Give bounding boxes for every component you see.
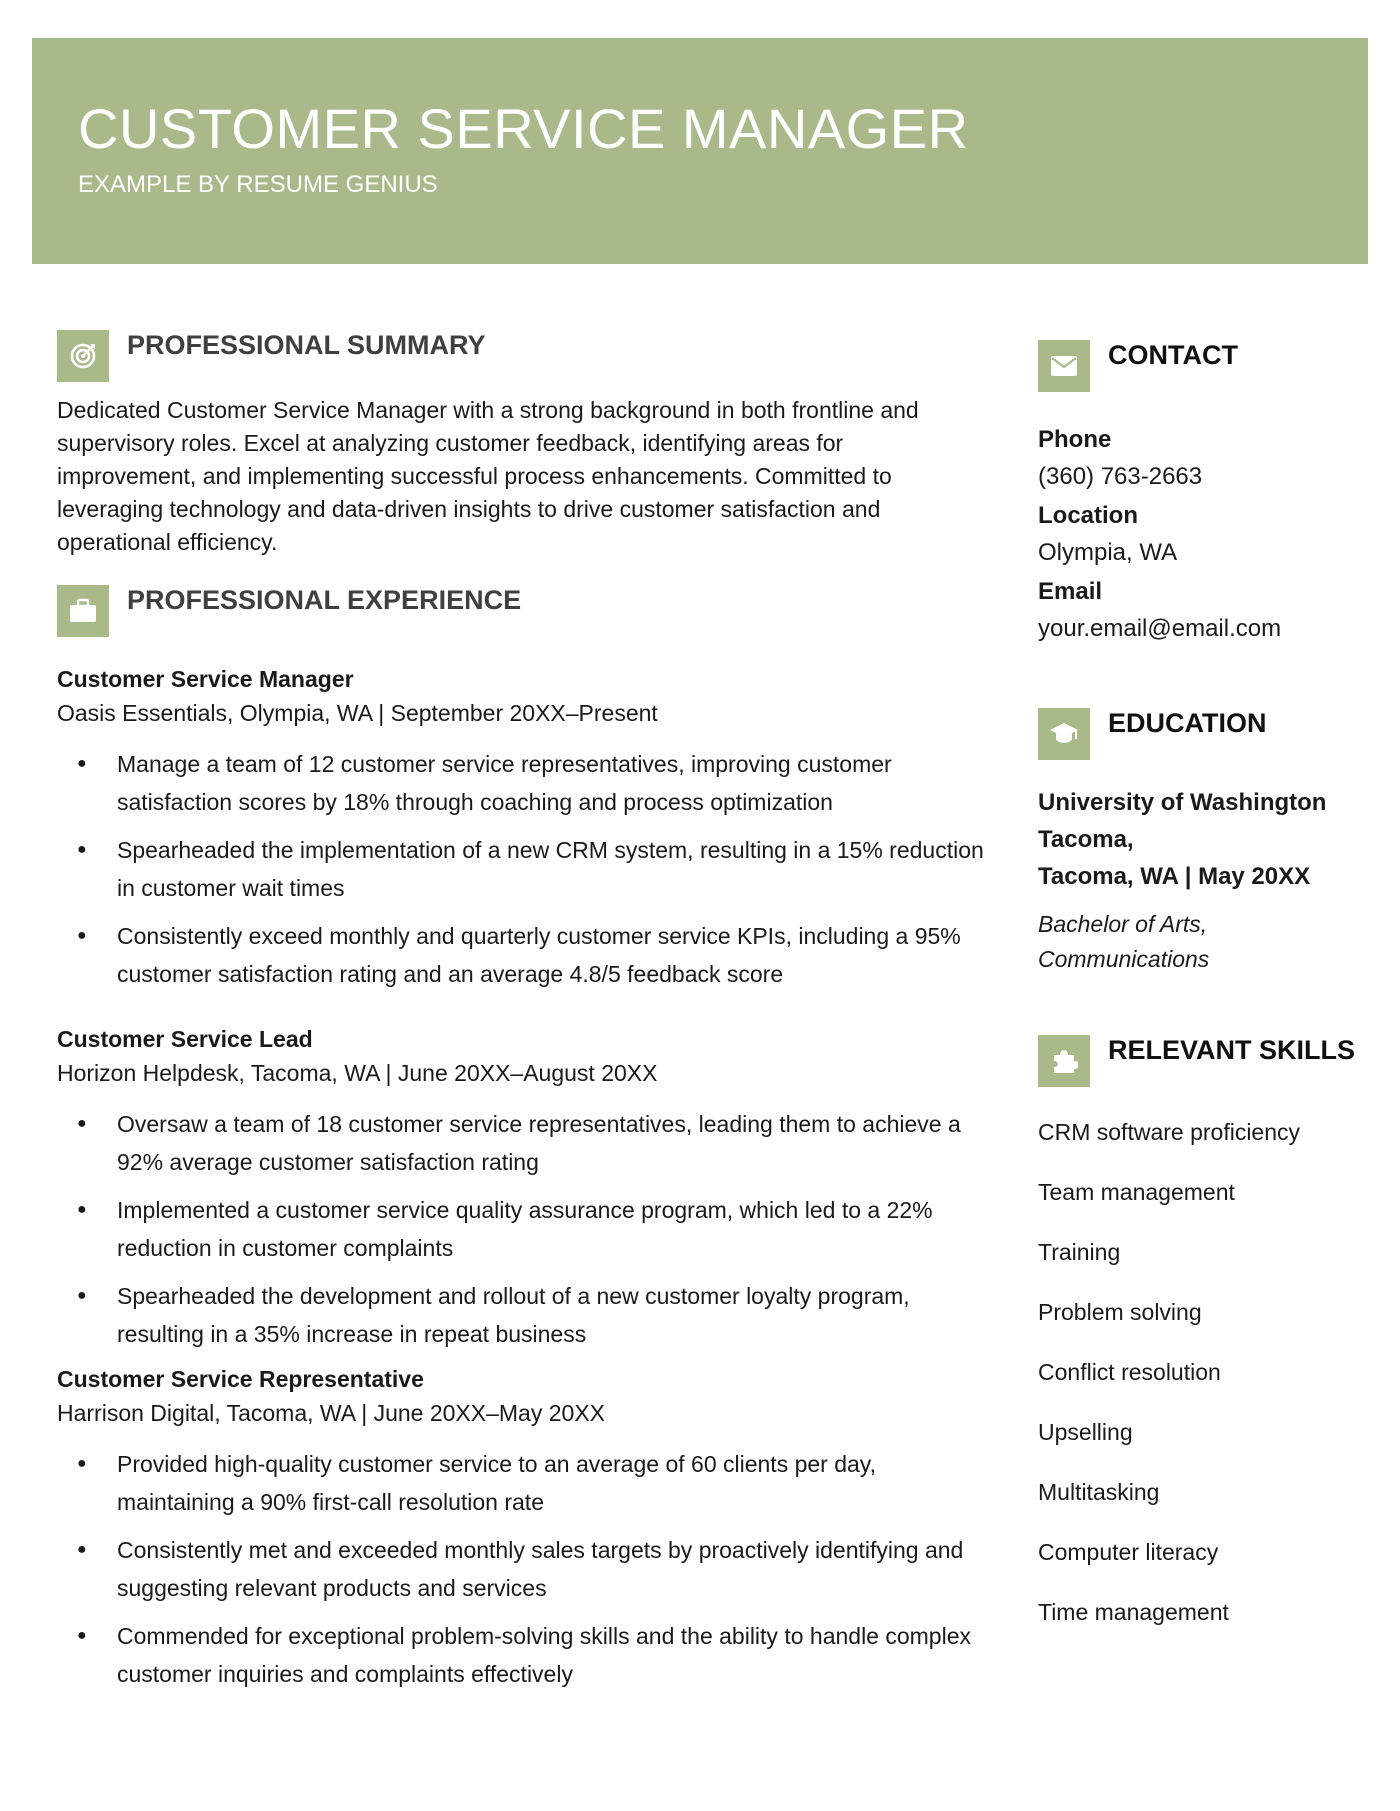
job-entry-3 [57, 1363, 987, 1693]
job-entry-1 [57, 663, 987, 993]
education-section-header [1038, 708, 1358, 760]
sidebar-column [1038, 340, 1358, 1657]
job-bullet: ● Consistently exceed monthly and quarterly customer service KPIs, including a 95% customer satisfaction rating and an average 4.8/5 feedback score [57, 917, 987, 993]
target-icon [57, 330, 109, 382]
job-title: Customer Service Lead [57, 1026, 313, 1052]
location-label: Location [1038, 502, 1138, 529]
job-bullet: ● Provided high-quality customer service to an average of 60 clients per day, maintaining a 90% first-call resolution rate [57, 1445, 987, 1521]
resume-subtitle: EXAMPLE BY RESUME GENIUS [78, 171, 438, 198]
skill-item: Conflict resolution [1038, 1359, 1221, 1385]
school-name: University of Washington [1038, 789, 1327, 816]
location-value: Olympia, WA [1038, 539, 1178, 566]
skill-item: Team management [1038, 1179, 1235, 1205]
job-bullet: ● Commended for exceptional problem-solving skills and the ability to handle complex customer inquiries and complaints effectively [57, 1617, 987, 1693]
skills-section-header [1038, 1035, 1358, 1087]
job-title: Customer Service Representative [57, 1366, 424, 1392]
job-bullet: ● Consistently met and exceeded monthly sales targets by proactively identifying and suggesting relevant products and services [57, 1531, 987, 1607]
job-bullet: ● Spearheaded the development and rollout of a new customer loyalty program, resulting in a 35% increase in repeat business [57, 1277, 987, 1353]
envelope-icon [1038, 340, 1090, 392]
email-value: your.email@email.com [1038, 615, 1282, 642]
skill-item: CRM software proficiency [1038, 1119, 1301, 1145]
skill-item: Multitasking [1038, 1479, 1160, 1505]
contact-details [1038, 422, 1358, 648]
briefcase-icon [57, 585, 109, 637]
education-degree [1038, 907, 1358, 977]
education-heading: EDUCATION [1108, 708, 1267, 738]
job-meta: Harrison Digital, Tacoma, WA | June 20XX–May 20XX [57, 1400, 606, 1426]
skill-item: Problem solving [1038, 1299, 1202, 1325]
phone-label: Phone [1038, 426, 1112, 453]
job-meta: Horizon Helpdesk, Tacoma, WA | June 20XX–August 20XX [57, 1060, 658, 1086]
phone-value: (360) 763-2663 [1038, 463, 1203, 490]
summary-heading: PROFESSIONAL SUMMARY [127, 330, 486, 360]
contact-section-header [1038, 340, 1358, 392]
job-bullet: ● Implemented a customer service quality assurance program, which led to a 22% reduction in customer complaints [57, 1191, 987, 1267]
resume-title: CUSTOMER SERVICE MANAGER [78, 97, 969, 160]
school-location-date: Tacoma, WA | May 20XX [1038, 863, 1311, 890]
main-column [57, 330, 987, 1703]
degree-major: Communications [1038, 946, 1210, 972]
job-bullets [57, 745, 987, 993]
skill-item: Training [1038, 1239, 1121, 1265]
education-school [1038, 784, 1358, 895]
email-label: Email [1038, 578, 1103, 605]
skill-item: Computer literacy [1038, 1539, 1219, 1565]
job-title: Customer Service Manager [57, 666, 354, 692]
summary-text: Dedicated Customer Service Manager with a strong background in both frontline and supervisory roles. Excel at analyzing customer feedback, identifying areas for improvement, and implementing successful process enhancements. Committed to leveraging technology and data-driven insights to drive customer satisfaction and operational efficiency. [57, 397, 919, 555]
experience-heading: PROFESSIONAL EXPERIENCE [127, 585, 522, 615]
job-meta: Oasis Essentials, Olympia, WA | September 20XX–Present [57, 700, 658, 726]
job-bullet: ● Spearheaded the implementation of a new CRM system, resulting in a 15% reduction in customer wait times [57, 831, 987, 907]
job-bullet: ● Oversaw a team of 18 customer service representatives, leading them to achieve a 92% average customer satisfaction rating [57, 1105, 987, 1181]
job-bullets [57, 1445, 987, 1693]
degree-type: Bachelor of Arts, [1038, 911, 1208, 937]
skills-list [1038, 1117, 1358, 1627]
skill-item: Upselling [1038, 1419, 1133, 1445]
experience-section-header [57, 585, 987, 637]
school-campus: Tacoma, [1038, 826, 1134, 853]
graduation-cap-icon [1038, 708, 1090, 760]
puzzle-icon [1038, 1035, 1090, 1087]
resume-header [32, 38, 1368, 264]
job-bullet: ● Manage a team of 12 customer service representatives, improving customer satisfaction scores by 18% through coaching and process optimization [57, 745, 987, 821]
summary-section-header [57, 330, 987, 382]
skills-heading: RELEVANT SKILLS [1108, 1035, 1356, 1065]
job-bullets [57, 1105, 987, 1353]
contact-heading: CONTACT [1108, 340, 1238, 370]
skill-item: Time management [1038, 1599, 1229, 1625]
job-entry-2 [57, 1023, 987, 1353]
